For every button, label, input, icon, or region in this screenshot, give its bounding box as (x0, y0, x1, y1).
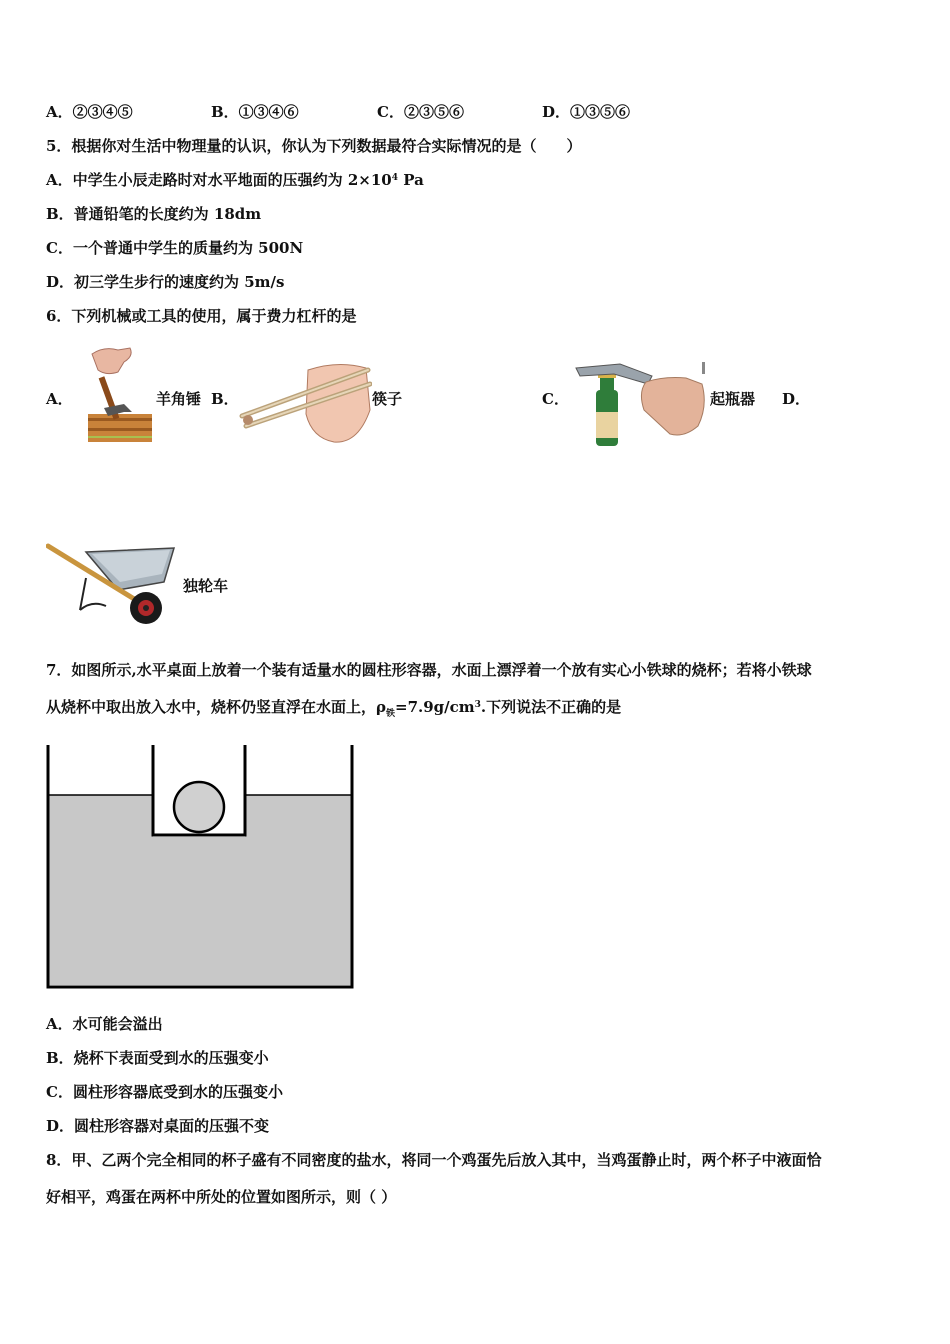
q7-density-subscript: 铁 (385, 709, 395, 719)
q5-option-a-text: A．中学生小辰走路时对水平地面的压强约为 2×10 (46, 171, 392, 189)
q6-option-d-name: 独轮车 (183, 577, 229, 595)
container-diagram (45, 745, 357, 991)
hammer-figure (84, 346, 156, 444)
q5-option-c: C．一个普通中学生的质量约为 500N (46, 239, 304, 257)
q5-option-a-exponent: 4 (391, 173, 399, 183)
q6-option-b-letter: B． (211, 390, 239, 408)
q6-stem: 6．下列机械或工具的使用，属于费力杠杆的是 (46, 307, 357, 325)
q6-option-a-name: 羊角锤 (156, 390, 202, 408)
chopsticks-figure (238, 360, 372, 446)
wheelbarrow-figure (46, 534, 178, 628)
q4-option-d: D．①③⑤⑥ (542, 103, 631, 121)
q7-density-value: =7.9g/cm (395, 698, 475, 716)
q5-option-a (46, 170, 424, 190)
q4-option-a: A．②③④⑤ (46, 103, 133, 121)
q8-stem-line1: 8．甲、乙两个完全相同的杯子盛有不同密度的盐水，将同一个鸡蛋先后放入其中，当鸡蛋静止时，两个杯子中液面恰 (46, 1151, 822, 1169)
q5-option-a-unit: Pa (398, 171, 424, 189)
q7-stem-line1: 7．如图所示,水平桌面上放着一个装有适量水的圆柱形容器，水面上漂浮着一个放有实心小铁球的烧杯；若将小铁球 (46, 661, 812, 679)
q7-option-c: C．圆柱形容器底受到水的压强变小 (46, 1083, 283, 1101)
q5-stem: 5．根据你对生活中物理量的认识，你认为下列数据最符合实际情况的是（ ） (46, 137, 582, 155)
q5-option-b: B．普通铅笔的长度约为 18dm (46, 205, 262, 223)
q8-stem-line2: 好相平，鸡蛋在两杯中所处的位置如图所示，则（ ） (46, 1188, 397, 1206)
q6-option-b-name: 筷子 (372, 390, 403, 408)
bottle-opener-figure (574, 362, 710, 448)
q7-stem-text: 从烧杯中取出放入水中，烧杯仍竖直浮在水面上，ρ (46, 698, 386, 716)
q7-stem-line2 (46, 697, 621, 724)
q6-option-a-letter: A． (46, 390, 73, 408)
q4-option-c: C．②③⑤⑥ (377, 103, 464, 121)
q7-option-d: D．圆柱形容器对桌面的压强不变 (46, 1117, 270, 1135)
q6-option-c-letter: C． (542, 390, 569, 408)
q7-stem-end: .下列说法不正确的是 (480, 698, 622, 716)
q7-density-exponent: 3 (474, 700, 481, 710)
q4-option-b: B．①③④⑥ (211, 103, 299, 121)
q6-option-d-letter: D． (782, 390, 811, 408)
q5-option-d: D．初三学生步行的速度约为 5m/s (46, 273, 285, 291)
q7-option-a: A．水可能会溢出 (46, 1015, 163, 1033)
q7-option-b: B．烧杯下表面受到水的压强变小 (46, 1049, 269, 1067)
q6-option-c-name: 起瓶器 (710, 390, 756, 408)
